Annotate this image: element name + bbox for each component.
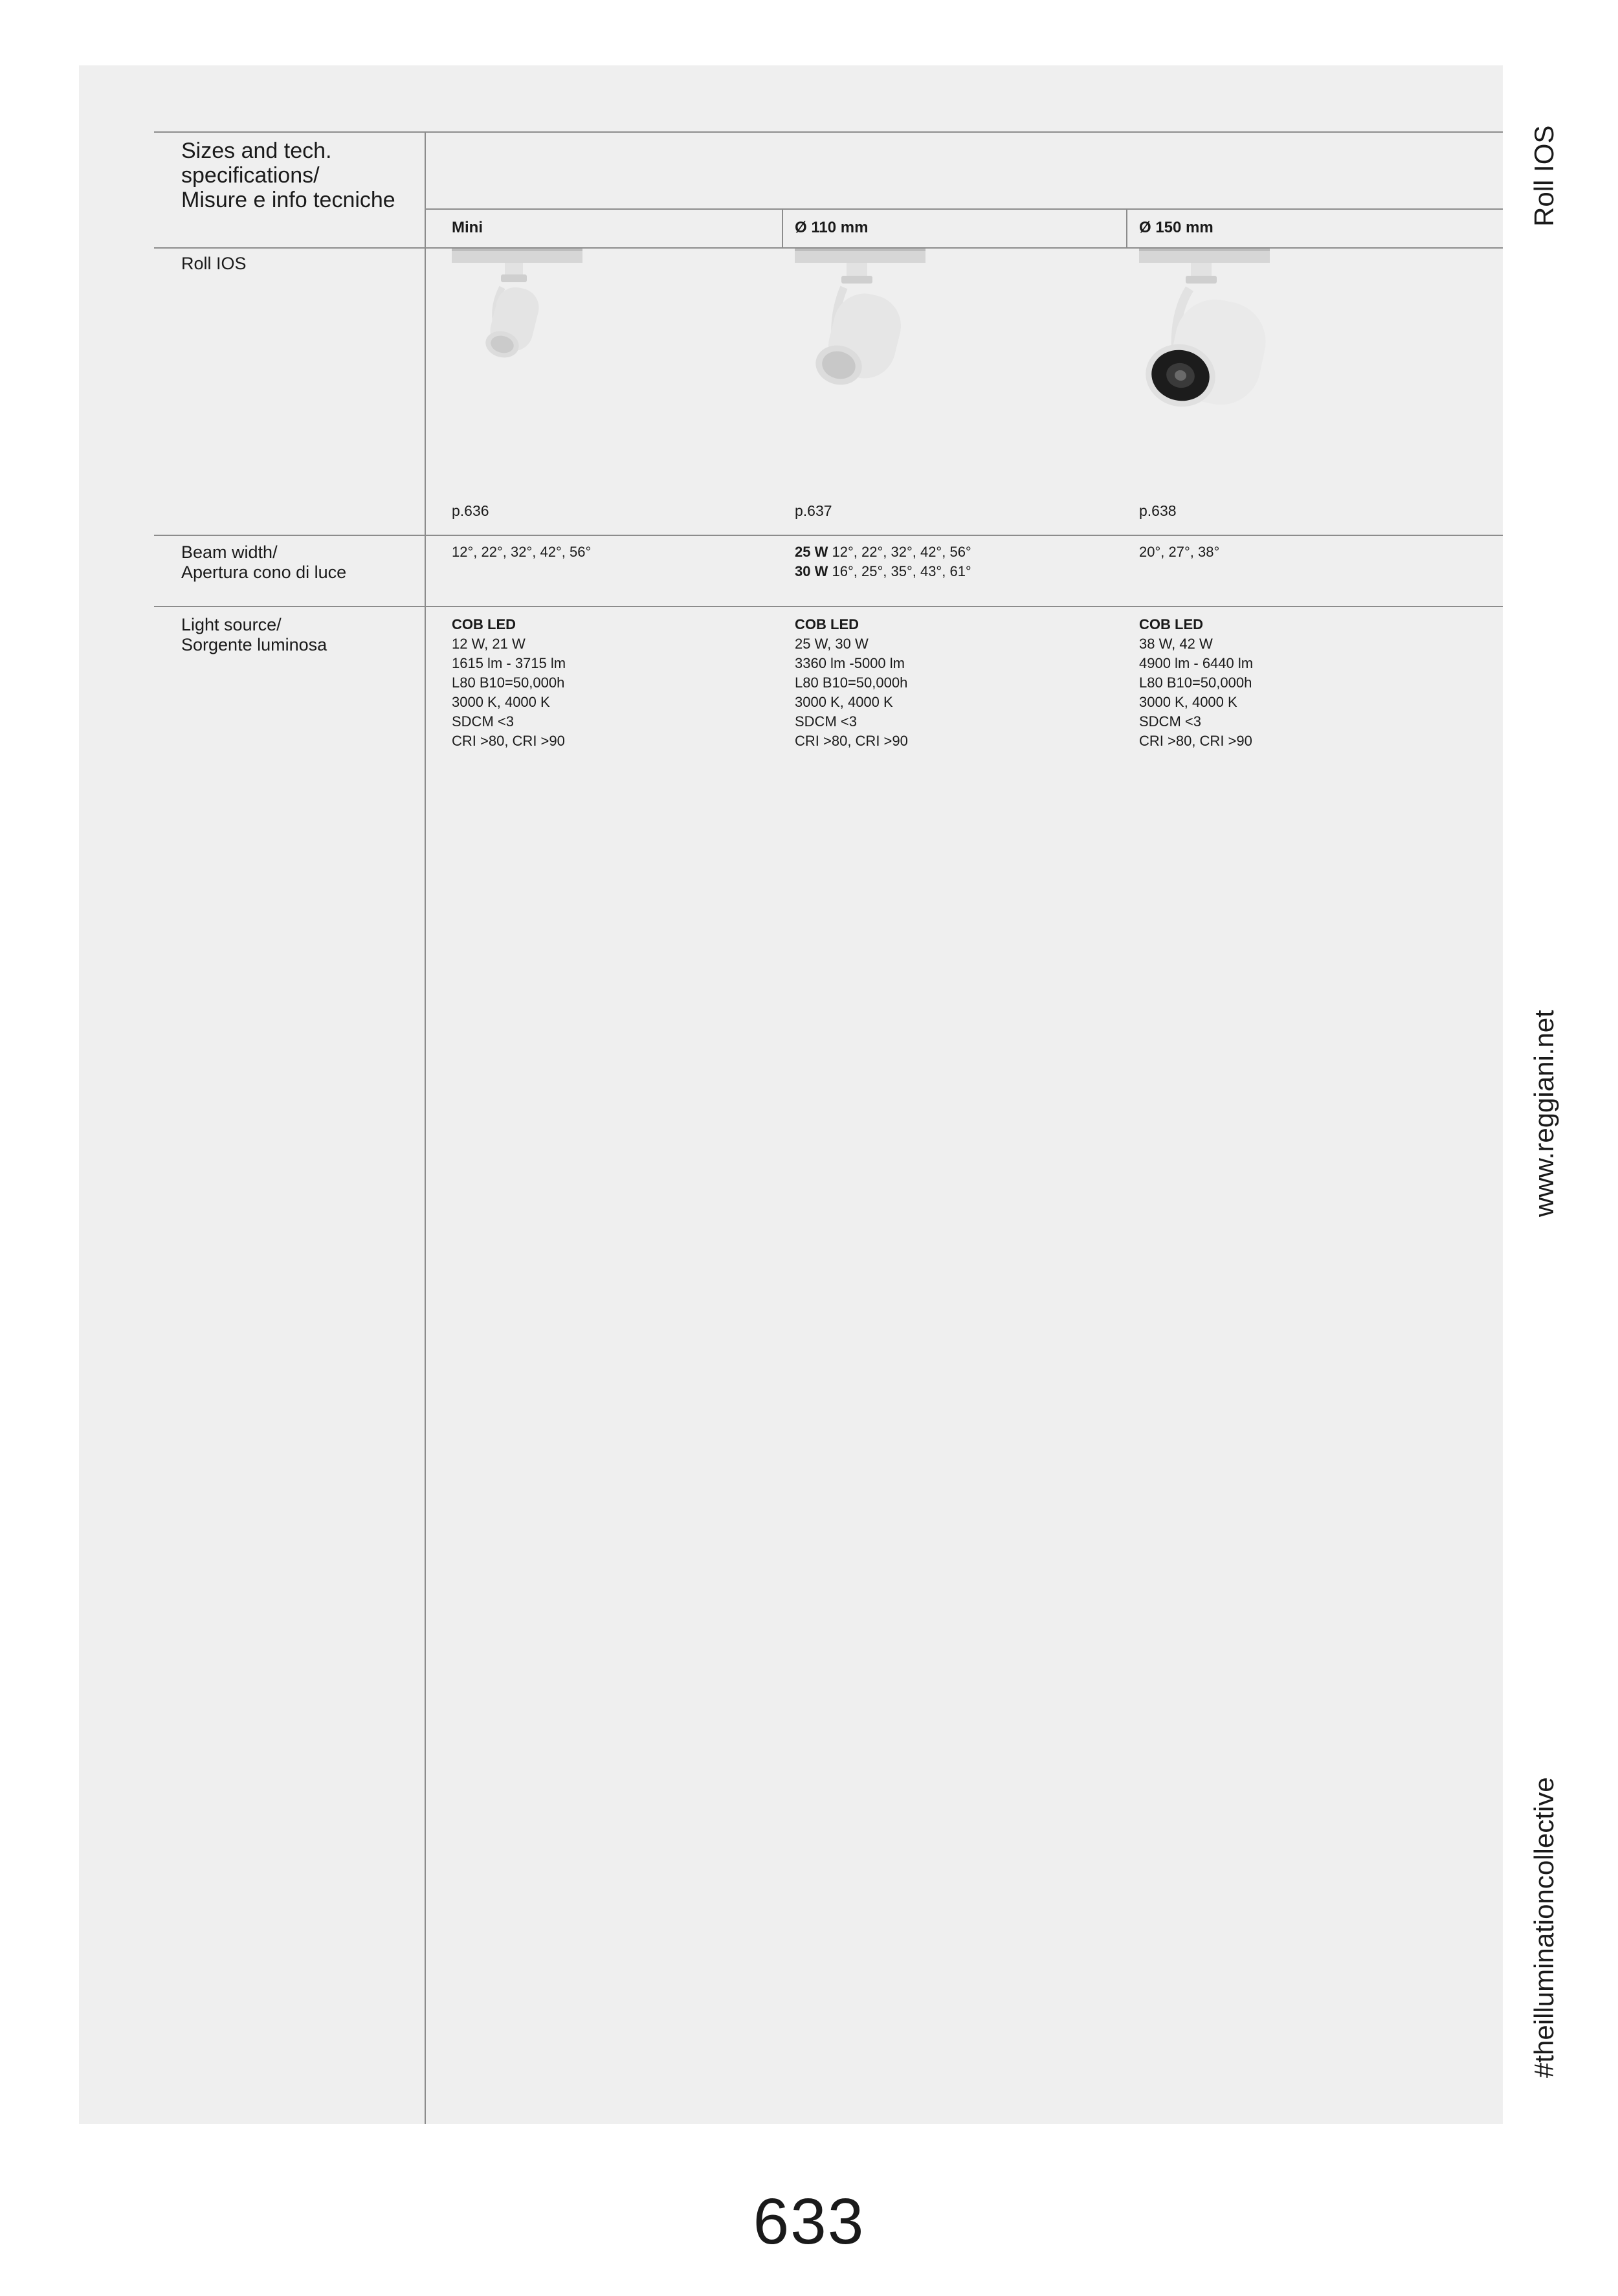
track-spotlight-mini-image <box>452 249 588 443</box>
column-header-110: Ø 110 mm <box>795 219 869 236</box>
column-header-150: Ø 150 mm <box>1139 219 1214 236</box>
column-header-mini: Mini <box>452 219 483 236</box>
row-label-product: Roll IOS <box>181 254 247 273</box>
product-row-bottom-rule <box>154 535 1503 536</box>
source-110: COB LED 25 W, 30 W 3360 lm -5000 lm L80 B10=50,000h 3000 K, 4000 K SDCM <3 CRI >80, CRI >90 <box>795 616 908 749</box>
beam-150: 20°, 27°, 38° <box>1139 544 1220 560</box>
track-spotlight-150-image <box>1139 249 1275 443</box>
page-ref-150: p.638 <box>1139 502 1177 519</box>
column-divider-2 <box>1126 208 1127 247</box>
column-header-top-rule <box>426 208 1503 210</box>
beam-mini: 12°, 22°, 32°, 42°, 56° <box>452 544 592 560</box>
source-150: COB LED 38 W, 42 W 4900 lm - 6440 lm L80 B10=50,000h 3000 K, 4000 K SDCM <3 CRI >80, CRI >90 <box>1139 616 1254 749</box>
track-spotlight-110-image <box>795 249 931 443</box>
column-divider-1 <box>782 208 783 247</box>
page-ref-mini: p.636 <box>452 502 489 519</box>
page-number: 633 <box>753 2185 865 2258</box>
row-label-source: Light source/ Sorgente luminosa <box>181 615 327 654</box>
beam-row-bottom-rule <box>154 606 1503 607</box>
label-column-divider <box>425 131 426 2124</box>
page-ref-110: p.637 <box>795 502 832 519</box>
beam-110: 25 W 12°, 22°, 32°, 42°, 56° 30 W 16°, 25°, 35°, 43°, 61° <box>795 544 971 579</box>
sidebar-website: www.reggiani.net <box>1529 1010 1559 1217</box>
sidebar-section-name: Roll IOS <box>1529 125 1559 227</box>
section-title: Sizes and tech. specifications/ Misure e info tecniche <box>181 139 395 212</box>
source-mini: COB LED 12 W, 21 W 1615 lm - 3715 lm L80 B10=50,000h 3000 K, 4000 K SDCM <3 CRI >80, CRI >90 <box>452 616 566 749</box>
table-top-rule <box>154 131 1503 133</box>
sidebar-hashtag: #theilluminationcollective <box>1529 1777 1559 2078</box>
row-label-beam: Beam width/ Apertura cono di luce <box>181 542 347 582</box>
spec-panel <box>79 65 1503 2124</box>
